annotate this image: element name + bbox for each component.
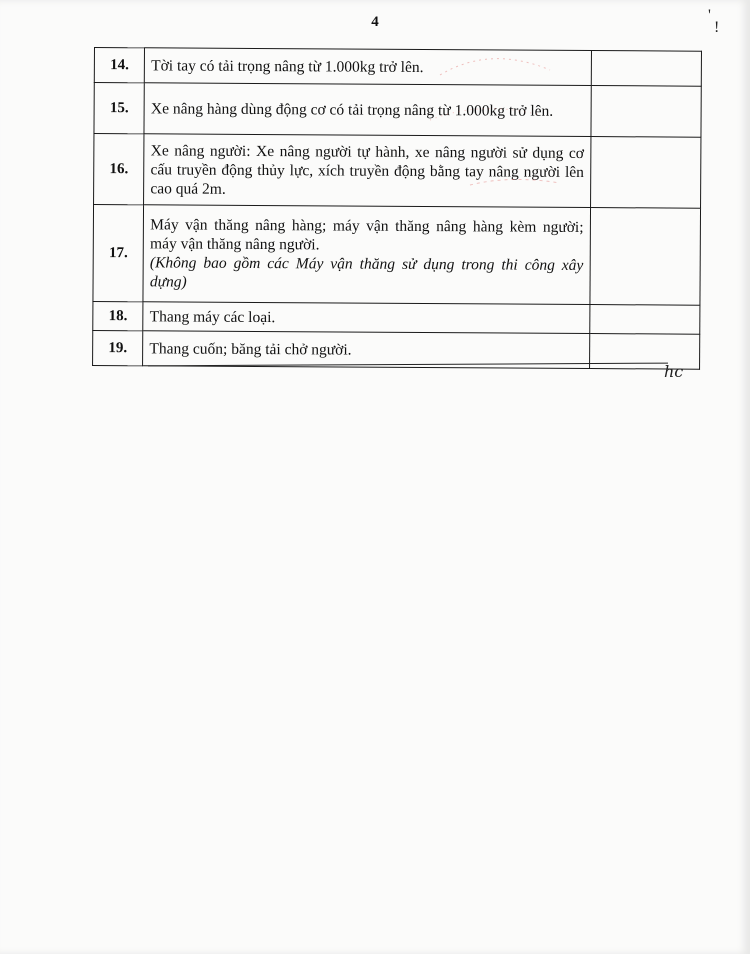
row-description bbox=[145, 48, 592, 86]
row-empty-cell bbox=[591, 86, 702, 138]
row-empty-cell bbox=[590, 208, 701, 306]
row-number: 18. bbox=[93, 301, 143, 330]
table-row bbox=[94, 48, 701, 87]
row-description bbox=[143, 205, 590, 305]
page-number: 4 bbox=[371, 14, 379, 30]
row-number: 16. bbox=[94, 134, 145, 205]
table-row bbox=[94, 134, 701, 209]
row-number: 19. bbox=[93, 330, 143, 365]
row-text: Thang cuốn; băng tải chở người. bbox=[149, 339, 352, 359]
row-empty-cell bbox=[591, 51, 702, 87]
corner-mark bbox=[708, 7, 722, 36]
row-text: Xe nâng người: Xe nâng người tự hành, xe nâng người sử dụng cơ cấu truyền động thủy lực, xích truyền động bằng tay nâng người lên cao quá 2m. bbox=[150, 141, 585, 198]
row-number: 17. bbox=[93, 205, 144, 302]
corner-mark-1: ' bbox=[708, 7, 711, 24]
table-row bbox=[93, 301, 700, 334]
row-text: Tời tay có tải trọng nâng từ 1.000kg trở lên. bbox=[151, 56, 424, 76]
row-empty-cell bbox=[589, 305, 700, 335]
table-row bbox=[93, 205, 701, 306]
handwritten-initials: hc bbox=[664, 362, 684, 381]
row-text: Máy vận thăng nâng hàng; máy vận thăng nâng hàng kèm người; máy vận thăng nâng người. bbox=[150, 216, 584, 254]
row-number: 15. bbox=[94, 83, 145, 134]
row-note: (Không bao gồm các Máy vận thăng sử dụng trong thi công xây dựng) bbox=[149, 254, 584, 291]
row-empty-cell bbox=[590, 137, 701, 209]
row-description bbox=[143, 302, 590, 334]
row-text: Thang máy các loại. bbox=[149, 307, 276, 326]
row-description bbox=[144, 83, 591, 137]
row-text: Xe nâng hàng dùng động cơ có tải trọng nâng từ 1.000kg trở lên. bbox=[150, 99, 554, 120]
table-row bbox=[94, 83, 701, 138]
row-description bbox=[144, 134, 591, 208]
corner-mark-2: ! bbox=[714, 19, 720, 36]
equipment-table bbox=[92, 47, 702, 370]
row-number: 14. bbox=[94, 48, 144, 83]
